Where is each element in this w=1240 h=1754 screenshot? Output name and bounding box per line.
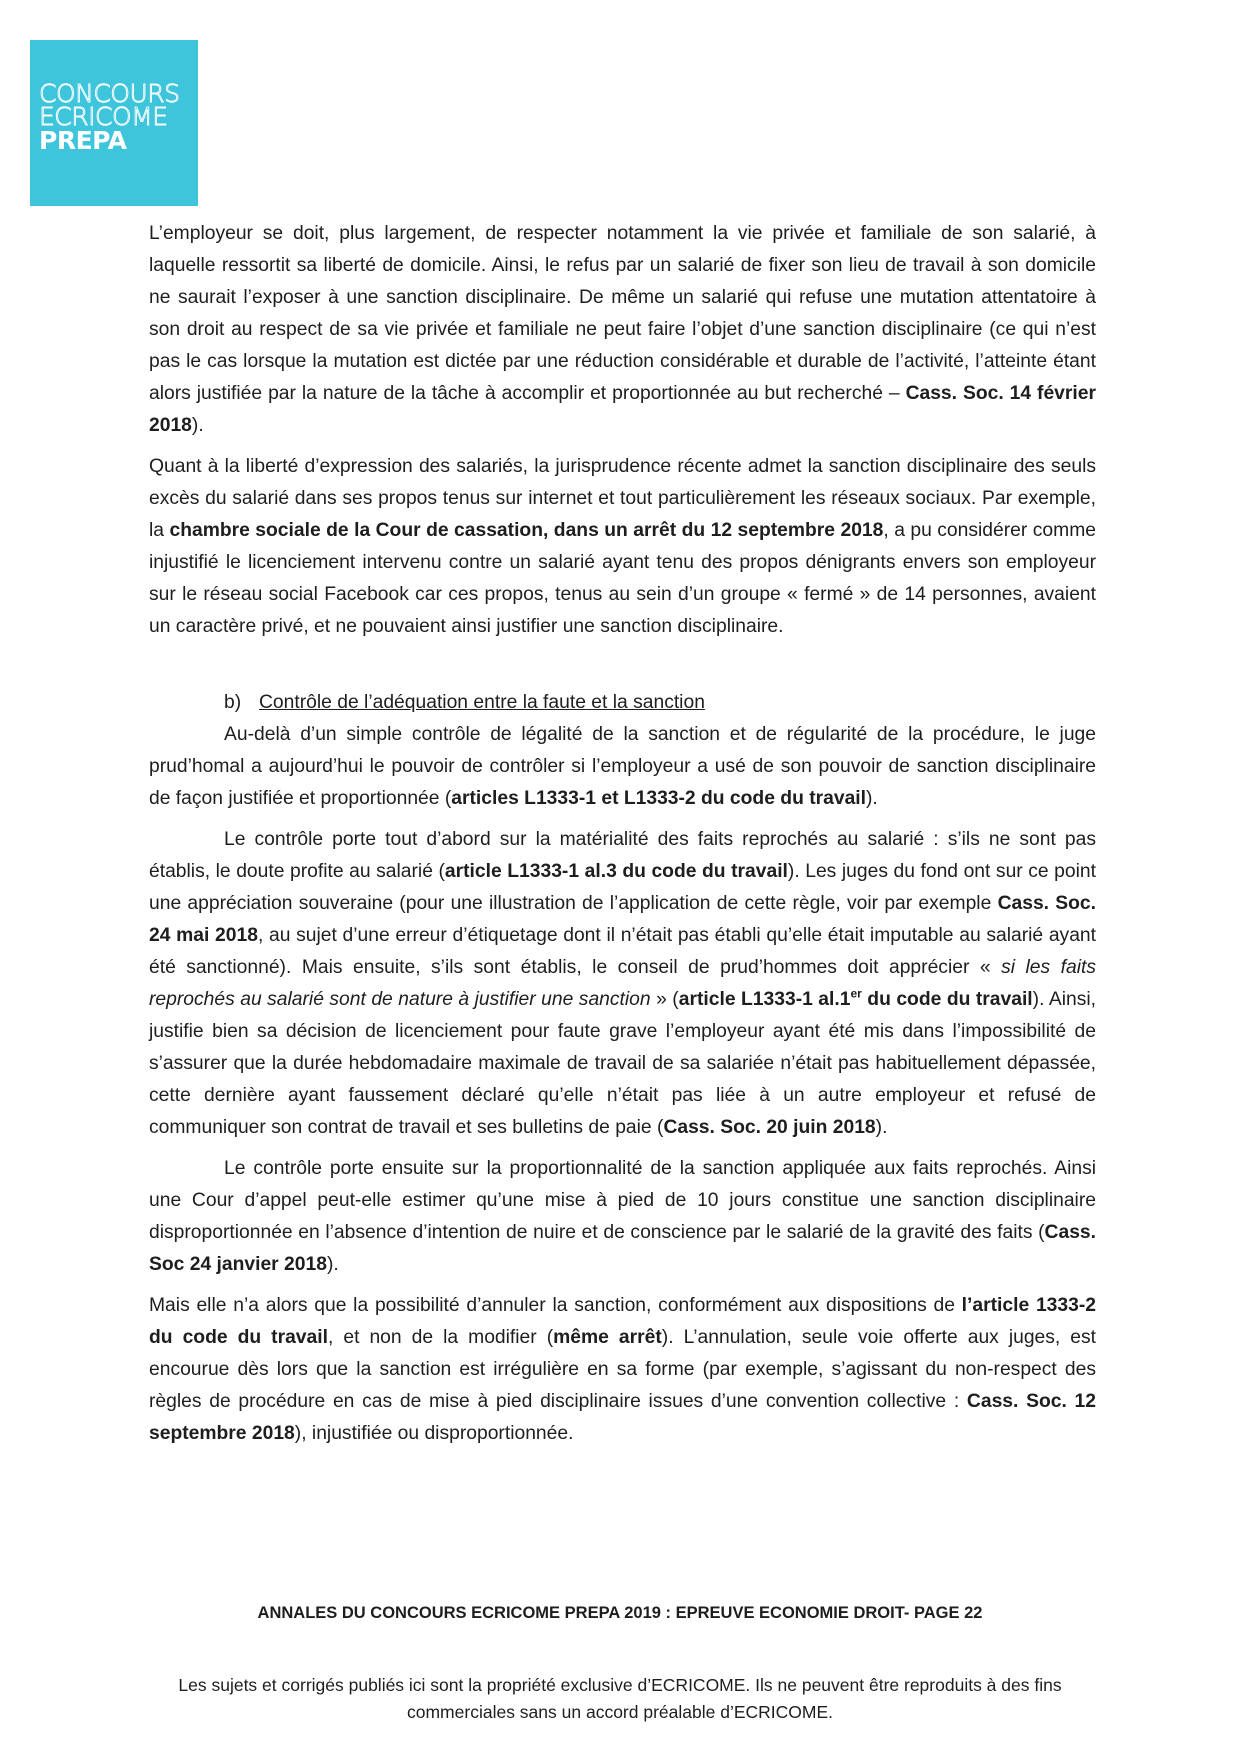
- logo-line-prepa: PREPA: [39, 126, 127, 155]
- footer-title: ANNALES DU CONCOURS ECRICOME PREPA 2019 : EPREUVE ECONOMIE DROIT- PAGE 22: [257, 1604, 983, 1622]
- citation: Cass. Soc. 12 septembre 2018: [149, 1391, 1096, 1444]
- citation: articles L1333-1 et L1333-2 du code du travail: [451, 788, 867, 809]
- logo-line-ecricome: ECRICOME: [39, 102, 168, 131]
- logo-line-concours: CONCOURS: [39, 79, 180, 108]
- paragraph-controle-legalite: Au-delà d’un simple contrôle de légalité de la sanction et de régularité de la procédure, le juge prud’homal a aujourd’hui le pouvoir de contrôler si l’employeur a usé de son pouvoir de sanction disciplinaire de façon justifiée et proportionnée (articles L1333-1 et L1333-2 du code du travail).: [149, 724, 1096, 809]
- citation: chambre sociale de la Cour de cassation, dans un arrêt du 12 septembre 2018: [169, 520, 884, 541]
- citation: Cass. Soc. 14 février 2018: [149, 383, 1096, 436]
- footer-copyright-note: Les sujets et corrigés publiés ici sont la propriété exclusive d’ECRICOME. Ils ne peuvent être reproduits à des fins commerciales sans un accord préalable d’ECRICOME.: [178, 1675, 1062, 1722]
- section-letter: b): [224, 692, 242, 713]
- paragraph-vie-privee: L’employeur se doit, plus largement, de respecter notamment la vie privée et familiale de son salarié, à laquelle ressortit sa liberté de domicile. Ainsi, le refus par un salarié de fixer son lieu de travail à son domicile ne saurait l’exposer à une sanction disciplinaire. De même un salarié qui refuse une mutation attentatoire à son droit au respect de sa vie privée et familiale ne peut faire l’objet d’une sanction disciplinaire (ce qui n’est pas le cas lorsque la mutation est dictée par une réduction considérable et durable de l’activité, l’atteinte étant alors justifiée par la nature de la tâche à accomplir et proportionnée au but recherché – Cass. Soc. 14 février 2018).: [149, 223, 1096, 436]
- citation: l’article 1333-2 du code du travail: [149, 1295, 1096, 1348]
- paragraph-materialite: Le contrôle porte tout d’abord sur la matérialité des faits reprochés au salarié : s’ils ne sont pas établis, le doute profite au salarié (article L1333-1 al.3 du code du travail). Les juges du fond ont sur ce point une appréciation souveraine (pour une illustration de l’application de cette règle, voir par exemple Cass. Soc. 24 mai 2018, au sujet d’une erreur d’étiquetage dont il n’était pas établi qu’elle était imputable au salarié ayant été sanctionné). Mais ensuite, s’ils sont établis, le conseil de prud’hommes doit apprécier « si les faits reprochés au salarié sont de nature à justifier une sanction » (article L1333-1 al.1er du code du travail). Ainsi, justifie bien sa décision de licenciement pour faute grave l’employeur ayant été mis dans l’impossibilité de s’assurer que la durée hebdomadaire maximale de travail de sa salariée n’était pas habituellement dépassée, cette dernière ayant faussement déclaré qu’elle n’était pas liée à un autre employeur et refusé de communiquer son contrat de travail et ses bulletins de paie (Cass. Soc. 20 juin 2018).: [149, 829, 1097, 1138]
- ecricome-logo: [30, 40, 198, 206]
- citation: Cass. Soc 24 janvier 2018: [149, 1222, 1096, 1275]
- section-title: Contrôle de l’adéquation entre la faute et la sanction: [259, 692, 705, 713]
- section-heading: [224, 687, 1096, 719]
- citation: même arrêt: [553, 1327, 662, 1348]
- citation: article L1333-1 al.1er du code du travail: [678, 986, 1033, 1010]
- document-body: [149, 218, 1096, 1459]
- citation: Cass. Soc. 20 juin 2018: [663, 1117, 876, 1138]
- paragraph-annulation: Mais elle n’a alors que la possibilité d’annuler la sanction, conformément aux dispositions de l’article 1333-2 du code du travail, et non de la modifier (même arrêt). L’annulation, seule voie offerte aux juges, est encourue dès lors que la sanction est irrégulière en sa forme (par exemple, s’agissant du non-respect des règles de procédure en cas de mise à pied disciplinaire issues d’une convention collective : Cass. Soc. 12 septembre 2018), injustifiée ou disproportionnée.: [149, 1295, 1097, 1444]
- citation: article L1333-1 al.3 du code du travail: [444, 861, 788, 882]
- quotation: si les faits reprochés au salarié sont de nature à justifier une sanction: [149, 957, 1096, 1010]
- citation: Cass. Soc. 24 mai 2018: [149, 893, 1097, 946]
- paragraph-proportionnalite: Le contrôle porte ensuite sur la proportionnalité de la sanction appliquée aux faits reprochés. Ainsi une Cour d’appel peut-elle estimer qu’une mise à pied de 10 jours constitue une sanction disciplinaire disproportionnée en l’absence d’intention de nuire et de conscience par le salarié de la gravité des faits (Cass. Soc 24 janvier 2018).: [149, 1158, 1096, 1275]
- paragraph-liberte-expression: Quant à la liberté d’expression des salariés, la jurisprudence récente admet la sanction disciplinaire des seuls excès du salarié dans ses propos tenus sur internet et tout particulièrement les réseaux sociaux. Par exemple, la chambre sociale de la Cour de cassation, dans un arrêt du 12 septembre 2018, a pu considérer comme injustifié le licenciement intervenu contre un salarié ayant tenu des propos dénigrants envers son employeur sur le réseau social Facebook car ces propos, tenus au sein d’un groupe « fermé » de 14 personnes, avaient un caractère privé, et ne pouvaient ainsi justifier une sanction disciplinaire.: [149, 456, 1096, 637]
